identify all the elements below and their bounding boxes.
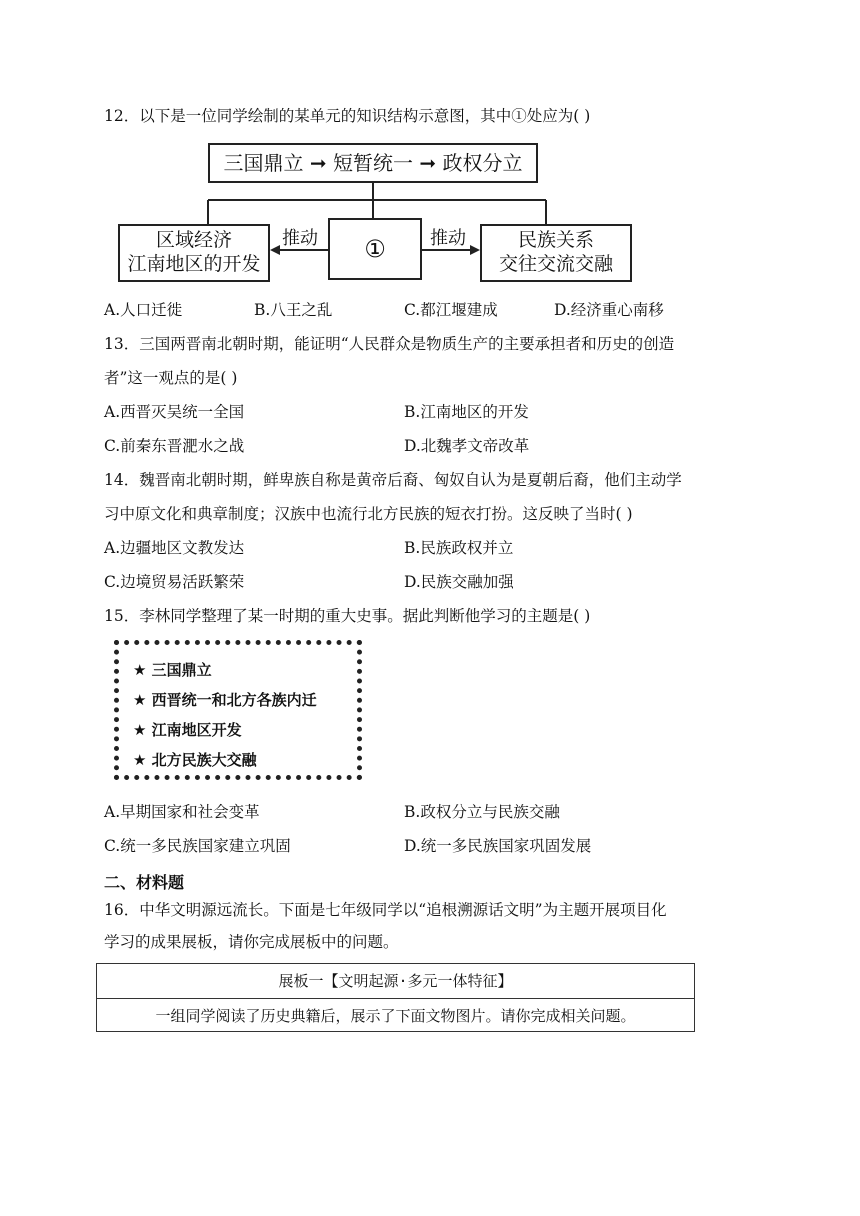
board-title: 展板一【文明起源·多元一体特征】: [97, 964, 694, 999]
q14-option-c[interactable]: C.边境贸易活跃繁荣: [104, 573, 245, 591]
events-list-item: ★ 三国鼎立: [133, 661, 212, 679]
diagram-left-line1: 区域经济: [155, 229, 232, 252]
q14-stem-line2: 习中原文化和典章制度；汉族中也流行北方民族的短衣打扮。这反映了当时( ): [104, 505, 633, 523]
q13-option-a[interactable]: A.西晋灭吴统一全国: [104, 403, 245, 421]
q12-option-c[interactable]: C.都江堰建成: [404, 301, 498, 319]
q13-option-c[interactable]: C.前秦东晋淝水之战: [104, 437, 245, 455]
diagram-center-box: ①: [328, 218, 422, 280]
events-list-item: ★ 北方民族大交融: [133, 751, 257, 769]
q14-stem-line1: 14．魏晋南北朝时期，鲜卑族自称是黄帝后裔、匈奴自认为是夏朝后裔，他们主动学: [104, 471, 682, 489]
diagram-left-box: [118, 224, 270, 282]
diagram-right-line2: 交往交流交融: [498, 253, 613, 275]
q13-option-b[interactable]: B.江南地区的开发: [404, 403, 529, 421]
knowledge-diagram: [110, 138, 650, 288]
diagram-left-line2: 江南地区的开发: [127, 253, 261, 275]
q12-option-d[interactable]: D.经济重心南移: [554, 301, 664, 319]
q15-option-a[interactable]: A.早期国家和社会变革: [104, 803, 260, 821]
board-text: 一组同学阅读了历史典籍后，展示了下面文物图片。请你完成相关问题。: [155, 1007, 636, 1025]
diagram-top-box: 三国鼎立 ➞ 短暂统一 ➞ 政权分立: [208, 143, 538, 183]
q13-option-d[interactable]: D.北魏孝文帝改革: [404, 437, 530, 455]
diagram-right-line1: 民族关系: [517, 229, 594, 252]
q15-option-c[interactable]: C.统一多民族国家建立巩固: [104, 837, 291, 855]
section-heading: 二、材料题: [104, 873, 185, 892]
events-list-item: ★ 江南地区开发: [133, 721, 242, 739]
q16-stem-line2: 学习的成果展板，请你完成展板中的问题。: [104, 933, 399, 951]
q13-stem-line1: 13．三国两晋南北朝时期，能证明“人民群众是物质生产的主要承担者和历史的创造: [104, 335, 675, 353]
q15-stem: 15．李林同学整理了某一时期的重大史事。据此判断他学习的主题是( ): [104, 607, 591, 625]
right-arrow-label: 推动: [430, 228, 466, 249]
events-list-item: ★ 西晋统一和北方各族内迁: [133, 691, 317, 709]
q12-stem: 12．以下是一位同学绘制的某单元的知识结构示意图，其中①处应为( ): [104, 107, 591, 125]
display-board-table: [96, 963, 695, 1032]
diagram-right-box: [480, 224, 632, 282]
q14-option-a[interactable]: A.边疆地区文教发达: [104, 539, 245, 557]
q12-option-b[interactable]: B.八王之乱: [254, 301, 333, 319]
left-arrow-label: 推动: [282, 228, 318, 249]
events-list-box: [114, 640, 362, 780]
q12-option-a[interactable]: A.人口迁徙: [104, 301, 183, 319]
q15-option-b[interactable]: B.政权分立与民族交融: [404, 803, 560, 821]
q15-option-d[interactable]: D.统一多民族国家巩固发展: [404, 837, 592, 855]
q13-stem-line2: 者”这一观点的是( ): [104, 369, 238, 387]
q14-option-b[interactable]: B.民族政权并立: [404, 539, 514, 557]
q14-option-d[interactable]: D.民族交融加强: [404, 573, 514, 591]
q16-stem-line1: 16．中华文明源远流长。下面是七年级同学以“追根溯源话文明”为主题开展项目化: [104, 901, 667, 919]
